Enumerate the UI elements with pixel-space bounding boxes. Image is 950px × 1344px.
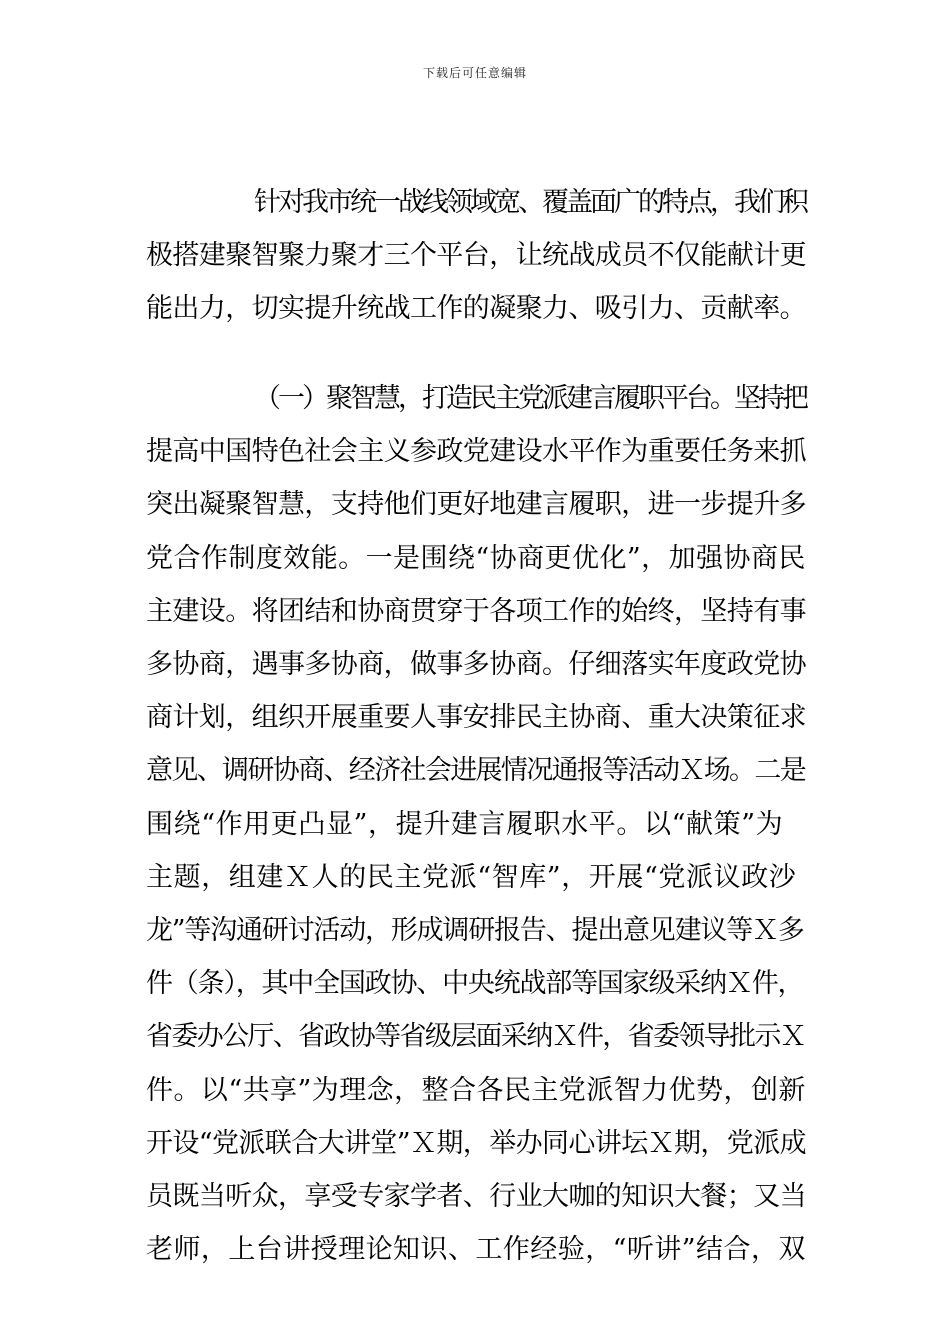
paragraph-line: 件（条），其中全国政协、中央统战部等国家级采纳Ｘ件， <box>146 968 804 1000</box>
paragraph-line: 能出力，切实提升统战工作的凝聚力、吸引力、贡献率。 <box>146 293 806 325</box>
paragraph-intro <box>146 176 806 336</box>
paragraph-line: 老师，上台讲授理论知识、工作经验，“听讲”结合，双 <box>146 1234 806 1266</box>
paragraph-line: 主建设。将团结和协商贯穿于各项工作的始终，坚持有事 <box>146 595 806 627</box>
paragraph-line: 多协商，遇事多协商，做事多协商。仔细落实年度政党协 <box>146 649 806 681</box>
paragraph-line: 党合作制度效能。一是围绕“协商更优化”，加强协商民 <box>146 542 806 574</box>
paragraph-line: 针对我市统一战线领域宽、覆盖面广的特点，我们积 <box>254 187 806 218</box>
paragraph-line: 主题，组建Ｘ人的民主党派“智库”，开展“党派议政沙 <box>146 861 797 893</box>
paragraph-line: 龙”等沟通研讨活动，形成调研报告、提出意见建议等Ｘ多 <box>146 915 804 947</box>
paragraph-line: 件。以“共享”为理念，整合各民主党派智力优势，创新 <box>146 1074 806 1106</box>
paragraph-line: 围绕“作用更凸显”，提升建言履职水平。以“献策”为 <box>146 808 784 840</box>
paragraph-section-one <box>146 372 806 1276</box>
paragraph-line: （一）聚智慧，打造民主党派建言履职平台。坚持把 <box>254 383 806 414</box>
paragraph-line: 突出凝聚智慧，支持他们更好地建言履职，进一步提升多 <box>146 489 806 521</box>
paragraph-line: 意见、调研协商、经济社会进展情况通报等活动Ｘ场。二是 <box>146 755 806 787</box>
paragraph-line: 极搭建聚智聚力聚才三个平台，让统战成员不仅能献计更 <box>146 240 806 272</box>
paragraph-line: 员既当听众，享受专家学者、行业大咖的知识大餐；又当 <box>146 1181 806 1213</box>
header-note: 下载后可任意编辑 <box>422 66 527 80</box>
paragraph-line: 开设“党派联合大讲堂”Ｘ期，举办同心讲坛Ｘ期，党派成 <box>146 1127 807 1159</box>
paragraph-line: 省委办公厅、省政协等省级层面采纳Ｘ件，省委领导批示Ｘ <box>146 1021 806 1053</box>
paragraph-line: 提高中国特色社会主义参政党建设水平作为重要任务来抓 <box>146 436 806 468</box>
paragraph-line: 商计划，组织开展重要人事安排民主协商、重大决策征求 <box>146 702 806 734</box>
